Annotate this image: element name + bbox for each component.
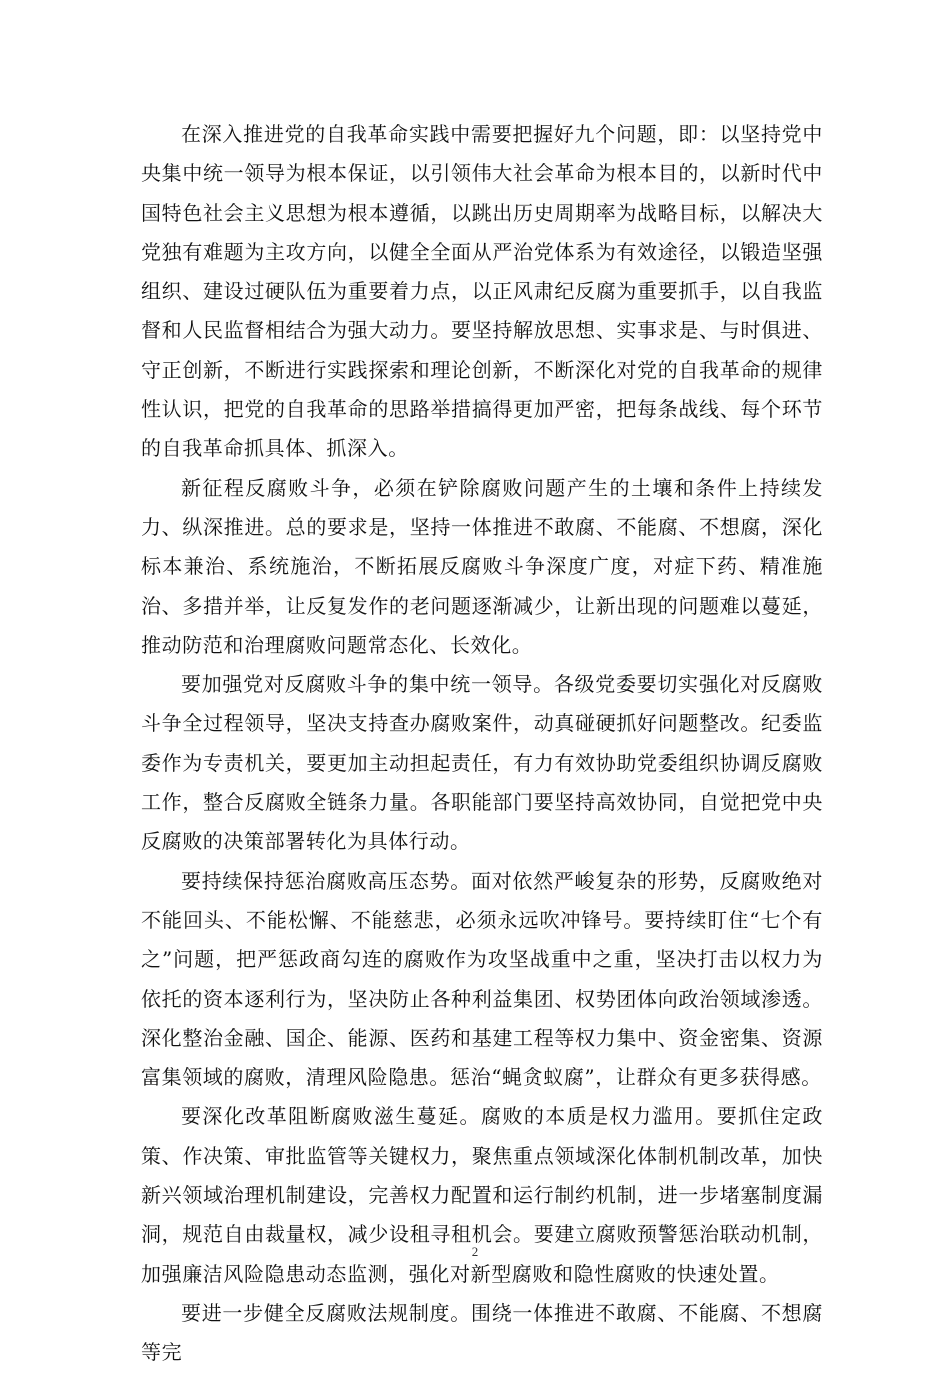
paragraph-6: 要进一步健全反腐败法规制度。围绕一体推进不敢腐、不能腐、不想腐等完 xyxy=(141,1300,823,1365)
paragraph-4: 要持续保持惩治腐败高压态势。面对依然严峻复杂的形势，反腐败绝对不能回头、不能松懈、不能慈悲，必须永远吹冲锋号。要持续盯住“七个有之”问题，把严惩政商勾连的腐败作为攻坚战重中之重，坚决打击以权力为依托的资本逐利行为，坚决防止各种利益集团、权势团体向政治领域渗透。深化整治金融、国企、能源、医药和基建工程等权力集中、资金密集、资源富集领域的腐败，清理风险隐患。惩治“蝇贪蚁腐”，让群众有更多获得感。 xyxy=(141,868,823,1090)
page-number: 2 xyxy=(471,1244,479,1259)
paragraph-3: 要加强党对反腐败斗争的集中统一领导。各级党委要切实强化对反腐败斗争全过程领导，坚决支持查办腐败案件，动真碰硬抓好问题整改。纪委监委作为专责机关，要更加主动担起责任，有力有效协助党委组织协调反腐败工作，整合反腐败全链条力量。各职能部门要坚持高效协同，自觉把党中央反腐败的决策部署转化为具体行动。 xyxy=(141,672,823,854)
paragraph-2: 新征程反腐败斗争，必须在铲除腐败问题产生的土壤和条件上持续发力、纵深推进。总的要求是，坚持一体推进不敢腐、不能腐、不想腐，深化标本兼治、系统施治，不断拓展反腐败斗争深度广度，对症下药、精准施治、多措并举，让反复发作的老问题逐渐减少，让新出现的问题难以蔓延，推动防范和治理腐败问题常态化、长效化。 xyxy=(141,475,823,657)
document-body xyxy=(141,115,823,1373)
paragraph-5: 要深化改革阻断腐败滋生蔓延。腐败的本质是权力滥用。要抓住定政策、作决策、审批监管等关键权力，聚焦重点领域深化体制机制改革，加快新兴领域治理机制建设，完善权力配置和运行制约机制，进一步堵塞制度漏洞，规范自由裁量权，减少设租寻租机会。要建立腐败预警惩治联动机制，加强廉洁风险隐患动态监测，强化对新型腐败和隐性腐败的快速处置。 xyxy=(141,1104,823,1286)
paragraph-1: 在深入推进党的自我革命实践中需要把握好九个问题，即：以坚持党中央集中统一领导为根本保证，以引领伟大社会革命为根本目的，以新时代中国特色社会主义思想为根本遵循，以跳出历史周期率为战略目标，以解决大党独有难题为主攻方向，以健全全面从严治党体系为有效途径，以锻造坚强组织、建设过硬队伍为重要着力点，以正风肃纪反腐为重要抓手，以自我监督和人民监督相结合为强大动力。要坚持解放思想、实事求是、与时俱进、守正创新，不断进行实践探索和理论创新，不断深化对党的自我革命的规律性认识，把党的自我革命的思路举措搞得更加严密，把每条战线、每个环节的自我革命抓具体、抓深入。 xyxy=(141,122,823,461)
